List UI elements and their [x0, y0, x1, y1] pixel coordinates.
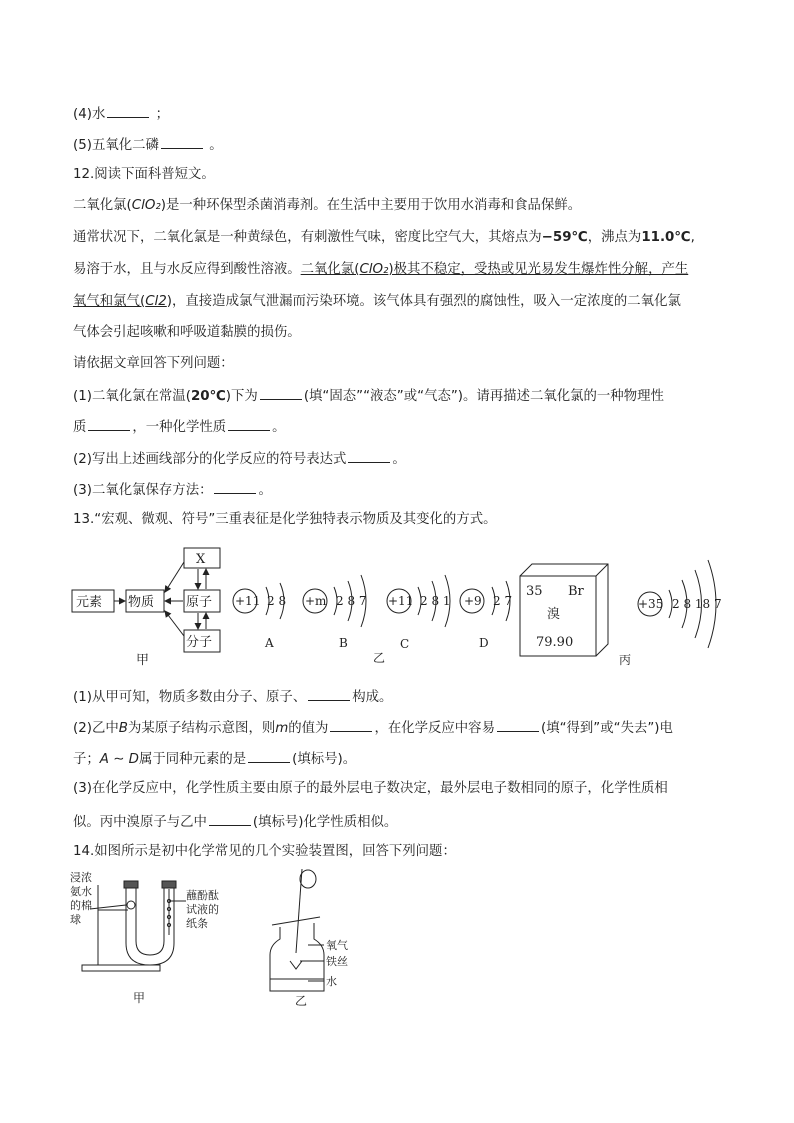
q13-2: (2)乙中B为某原子结构示意图，则m的值为 ，在化学反应中容易 (填“得到”或“失去”)电 — [73, 718, 673, 738]
label-wuzhi: 物质 — [128, 595, 155, 610]
answer-blank[interactable] — [330, 718, 372, 732]
q13-1: (1)从甲可知，物质多数由分子、原子、 构成。 — [73, 687, 392, 707]
answer-blank[interactable] — [228, 417, 270, 431]
atom-b-label: B — [339, 636, 348, 650]
q12-2: (2)写出上述画线部分的化学反应的符号表达式 。 — [73, 449, 406, 469]
atom-b-nucleus: +m — [305, 594, 327, 608]
answer-blank[interactable] — [214, 480, 256, 494]
q13-title: 13.“宏观、微观、符号”三重表征是化学独特表示物质及其变化的方式。 — [73, 512, 497, 527]
answer-blank[interactable] — [348, 449, 390, 463]
label-iron-wire: 铁丝 — [326, 955, 348, 968]
q12-1-cont: 质 ，一种化学性质 。 — [73, 417, 286, 437]
label-water: 水 — [326, 975, 337, 988]
answer-blank[interactable] — [248, 749, 290, 763]
label-x: X — [196, 552, 206, 567]
atom-d-shells: 2 7 — [493, 594, 513, 608]
atom-c-shells: 2 8 1 — [420, 594, 451, 608]
br-name: 溴 — [547, 607, 561, 622]
q13-3: (3)在化学反应中，化学性质主要由原子的最外层电子数决定，最外层电子数相同的原子，化学性质相 — [73, 781, 668, 796]
answer-blank[interactable] — [161, 135, 203, 149]
q12-prompt: 请依据文章回答下列问题： — [73, 356, 234, 371]
passage-line-1: 二氧化氯(ClO₂)是一种环保型杀菌消毒剂。在生活中主要用于饮用水消毒和食品保鲜。 — [73, 198, 582, 213]
label-ammonia-2: 氨水 — [70, 885, 92, 898]
passage-line-3: 易溶于水，且与水反应得到酸性溶液。二氧化氯(ClO₂)极其不稳定，受热或见光易发生爆炸性分解，产生 — [73, 262, 689, 277]
u-tube-apparatus — [82, 881, 186, 971]
label-phenol-2: 试液的 — [186, 903, 219, 916]
label-phenol-1: 蘸酚酞 — [186, 889, 219, 902]
atom-a-label: A — [265, 636, 274, 650]
iron-wire-apparatus — [270, 869, 324, 991]
answer-blank[interactable] — [497, 718, 539, 732]
answer-blank[interactable] — [88, 417, 130, 431]
label-fenzi: 分子 — [186, 635, 213, 650]
answer-blank[interactable] — [209, 812, 251, 826]
atom-br-nucleus: +35 — [638, 597, 664, 611]
answer-blank[interactable] — [260, 386, 302, 400]
label-yuansu: 元素 — [76, 595, 103, 610]
label-ammonia-4: 球 — [70, 913, 81, 926]
atom-a-nucleus: +11 — [235, 594, 261, 608]
q14-figure — [68, 865, 368, 1010]
q13-figure — [68, 540, 728, 675]
atom-d-nucleus: +9 — [464, 594, 482, 608]
br-number: 35 — [526, 584, 543, 599]
caption-jia: 甲 — [136, 653, 150, 668]
passage-line-4: 氧气和氯气(Cl2)，直接造成氯气泄漏而污染环境。该气体具有强烈的腐蚀性，吸入一定浓度的二氧化氯 — [73, 294, 681, 309]
answer-blank[interactable] — [308, 687, 350, 701]
atom-br-shells: 2 8 18 7 — [672, 597, 722, 611]
br-symbol: Br — [568, 584, 584, 599]
label-ammonia-1: 浸浓 — [70, 871, 92, 884]
atom-a-shells: 2 8 — [267, 594, 287, 608]
br-mass: 79.90 — [536, 635, 574, 650]
atom-c-label: C — [400, 637, 410, 651]
q11-item5: (5)五氧化二磷 。 — [73, 135, 223, 155]
q12-1: (1)二氧化氯在常温(20℃)下为 (填“固态”“液态”或“气态”)。请再描述二氧化氯的一种物理性 — [73, 386, 664, 406]
caption-yi-14: 乙 — [295, 994, 308, 1008]
label-yuanzi: 原子 — [186, 595, 213, 610]
label-ammonia-3: 的棉 — [70, 899, 92, 912]
label-oxygen: 氧气 — [326, 939, 348, 952]
caption-yi: 乙 — [373, 651, 386, 665]
q14-title: 14.如图所示是初中化学常见的几个实验装置图，回答下列问题： — [73, 844, 456, 859]
atom-d-label: D — [479, 636, 489, 650]
passage-line-5: 气体会引起咳嗽和呼吸道黏膜的损伤。 — [73, 325, 301, 340]
atom-b-shells: 2 8 7 — [336, 594, 367, 608]
q13-3-cont: 似。丙中溴原子与乙中 (填标号)化学性质相似。 — [73, 812, 397, 832]
answer-blank[interactable] — [107, 104, 149, 118]
q12-title: 12.阅读下面科普短文。 — [73, 167, 215, 182]
q11-item4: (4)水 ； — [73, 104, 169, 124]
atom-c-nucleus: +11 — [388, 594, 414, 608]
label-phenol-3: 纸条 — [186, 917, 208, 930]
q13-2-cont: 子；A ∼ D属于同种元素的是 (填标号)。 — [73, 749, 356, 769]
caption-bing: 丙 — [619, 653, 632, 667]
q12-3: (3)二氧化氯保存方法： 。 — [73, 480, 272, 500]
caption-jia-14: 甲 — [133, 991, 146, 1005]
passage-line-2: 通常状况下，二氧化氯是一种黄绿色，有刺激性气味，密度比空气大，其熔点为−59℃，沸点为11.0℃, — [73, 230, 695, 245]
